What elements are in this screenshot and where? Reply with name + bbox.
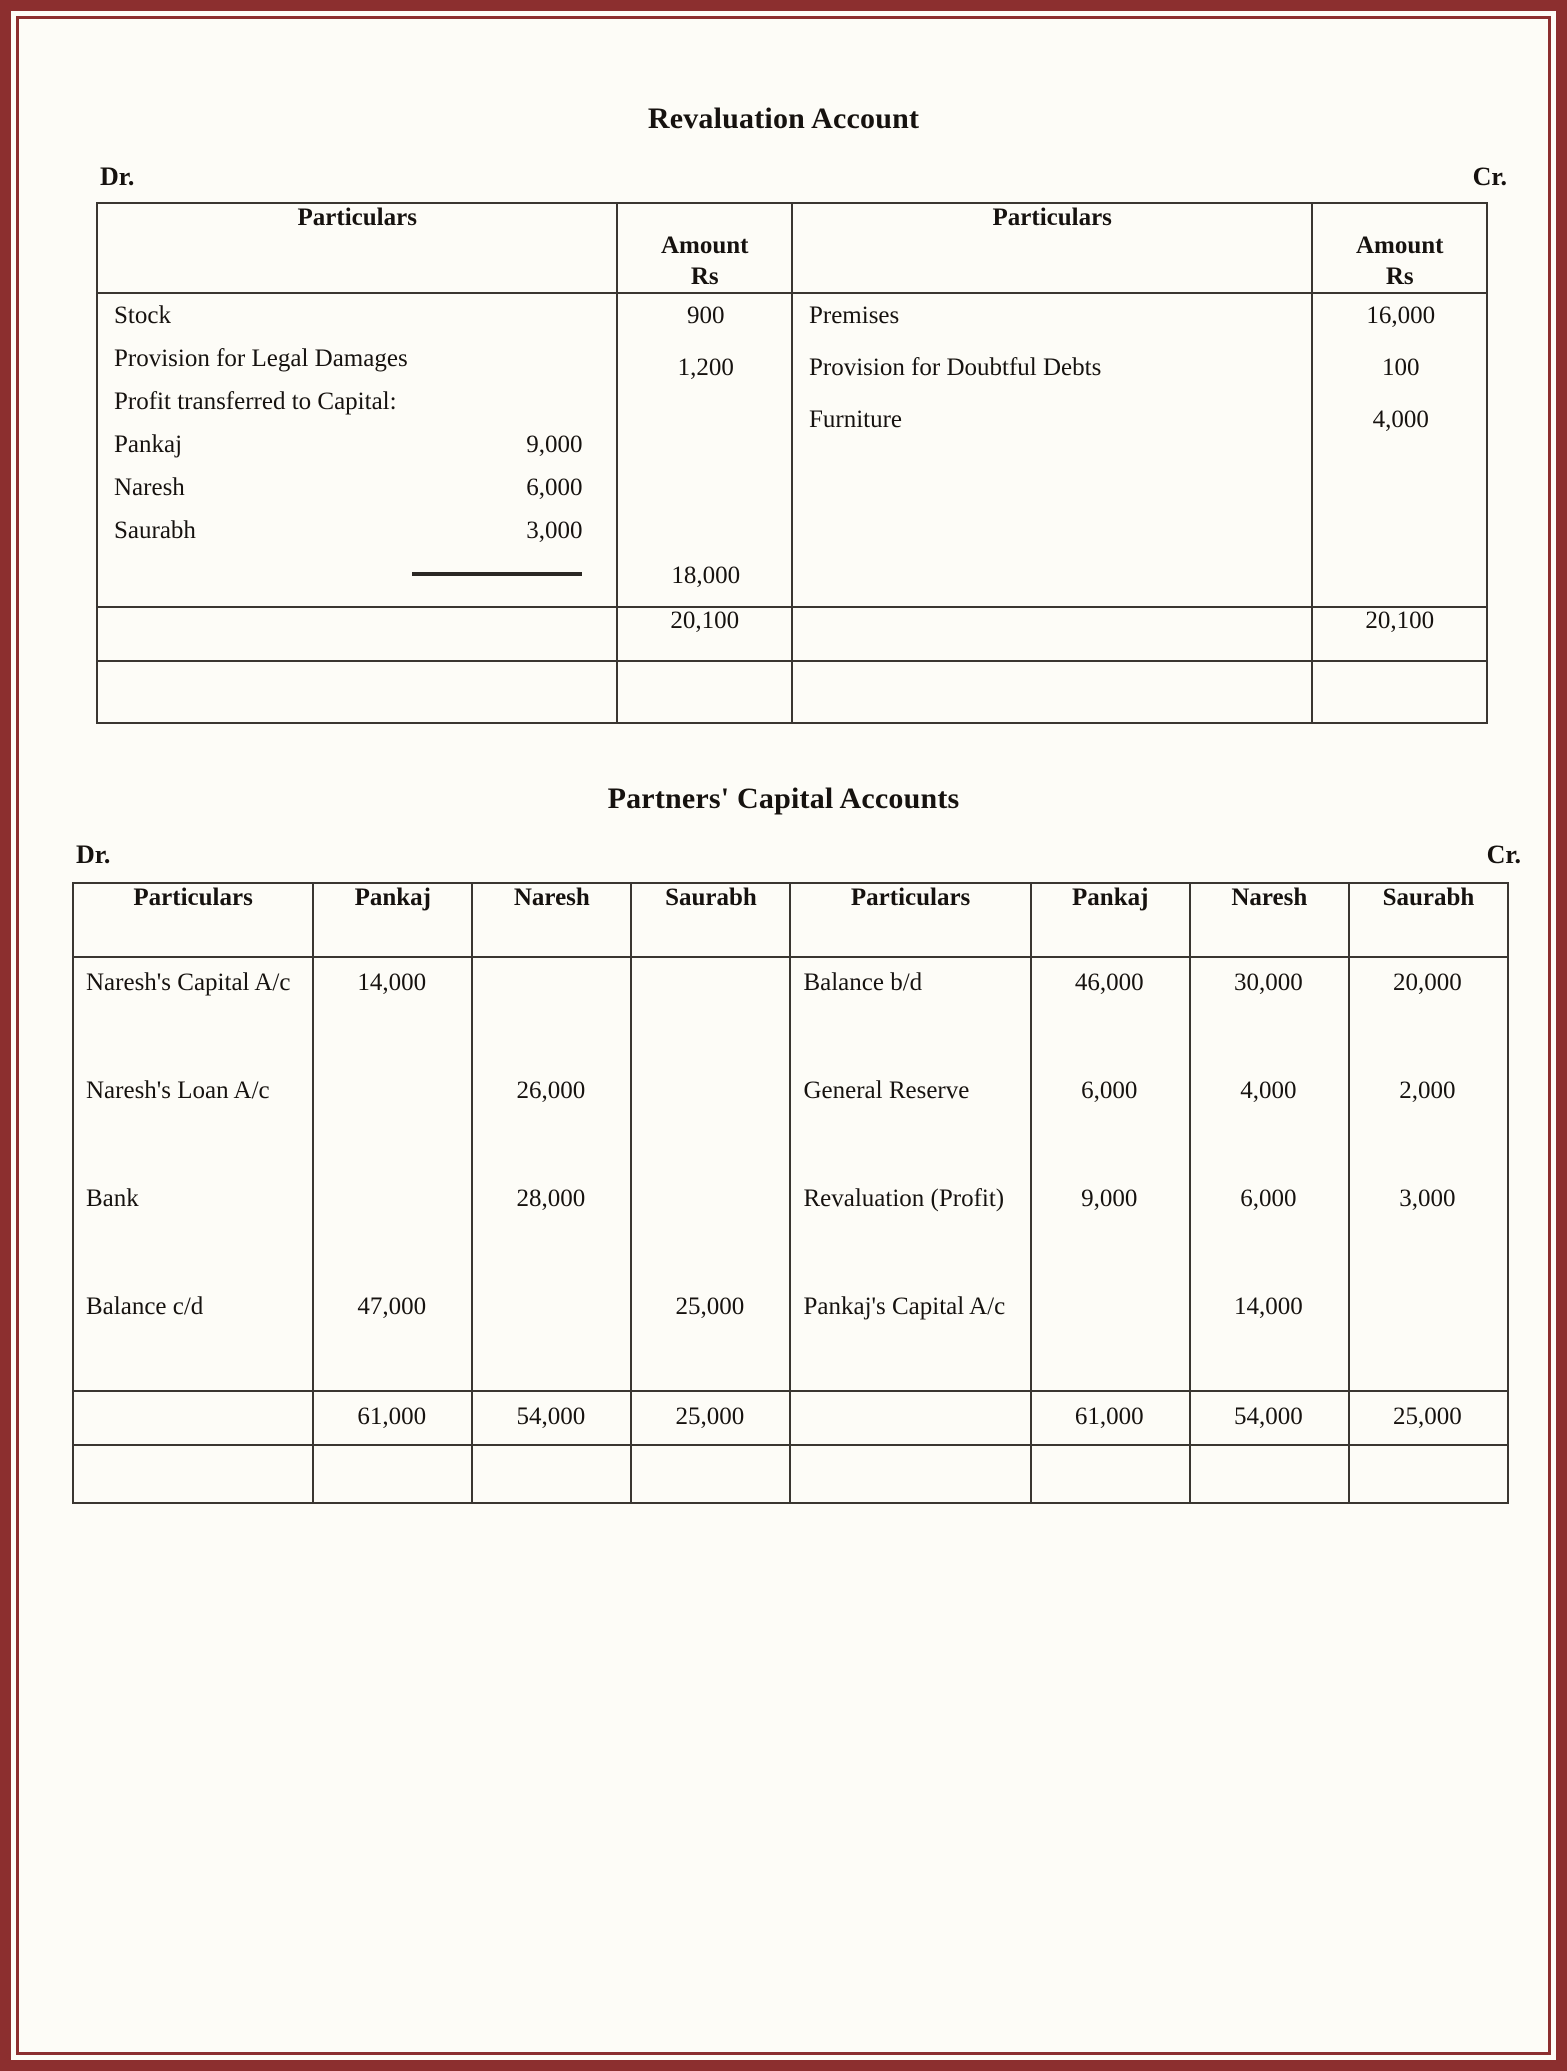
capital-closing-naresh-dr xyxy=(472,1445,631,1503)
capital-credit-label-1: General Reserve xyxy=(803,1077,970,1104)
capital-accounts-title: Partners' Capital Accounts xyxy=(607,782,960,815)
capital-total-pankaj-dr: 61,000 xyxy=(313,1391,472,1445)
capital-debit-saurabh-3: 25,000 xyxy=(675,1293,745,1320)
capital-accounts-table xyxy=(72,882,1509,1504)
amount-head-line1: Amount xyxy=(1355,232,1444,259)
capital-debit-naresh-3 xyxy=(473,1282,630,1390)
capital-debit-pankaj-cell xyxy=(313,957,472,1391)
revaluation-subtotal-rule-wrap xyxy=(98,552,616,582)
capital-debit-label-1: Naresh's Loan A/c xyxy=(86,1077,270,1104)
capital-credit-pankaj-3 xyxy=(1032,1282,1189,1390)
revaluation-closing-dr-amt xyxy=(617,661,792,723)
revaluation-credit-amount-cell xyxy=(1312,293,1487,607)
revaluation-debit-label-0: Stock xyxy=(114,302,171,329)
revaluation-closing-cr-amt xyxy=(1312,661,1487,723)
capital-credit-label-0: Balance b/d xyxy=(803,969,923,996)
capital-table-wrap xyxy=(72,882,1543,1504)
revaluation-cr-label: Cr. xyxy=(1472,162,1507,191)
capital-header-row xyxy=(73,883,1508,957)
capital-totals-row xyxy=(73,1391,1508,1445)
revaluation-account-table xyxy=(96,202,1488,724)
capital-debit-pankaj-0: 14,000 xyxy=(357,969,427,996)
revaluation-closing-dr-part xyxy=(97,661,617,723)
revaluation-table-wrap xyxy=(96,202,1543,724)
capital-debit-naresh-0 xyxy=(473,958,630,1066)
amount-head-line1: Amount xyxy=(660,232,749,259)
revaluation-credit-particulars-cell xyxy=(792,293,1312,607)
capital-total-saurabh-dr: 25,000 xyxy=(631,1391,790,1445)
capital-closing-saurabh-cr xyxy=(1349,1445,1508,1503)
capital-credit-naresh-3: 14,000 xyxy=(1233,1293,1303,1320)
revaluation-debit-label-1: Provision for Legal Damages xyxy=(114,345,408,372)
revaluation-credit-amount-2: 4,000 xyxy=(1372,406,1429,433)
capital-debit-particulars-cell xyxy=(73,957,313,1391)
capital-header-particulars-dr: Particulars xyxy=(73,883,313,957)
capital-closing-particulars-dr xyxy=(73,1445,313,1503)
revaluation-debit-inner-4: 6,000 xyxy=(526,474,583,501)
capital-closing-pankaj-dr xyxy=(313,1445,472,1503)
capital-debit-label-0: Naresh's Capital A/c xyxy=(86,969,291,996)
revaluation-credit-label-2: Furniture xyxy=(808,406,903,433)
table-row xyxy=(98,337,616,380)
capital-debit-naresh-1: 26,000 xyxy=(516,1077,586,1104)
capital-credit-saurabh-1: 2,000 xyxy=(1399,1077,1456,1104)
capital-cr-label: Cr. xyxy=(1486,840,1521,869)
capital-total-naresh-dr: 54,000 xyxy=(472,1391,631,1445)
revaluation-total-debit: 20,100 xyxy=(617,607,792,661)
capital-closing-pankaj-cr xyxy=(1031,1445,1190,1503)
capital-credit-pankaj-0: 46,000 xyxy=(1074,969,1144,996)
capital-credit-naresh-2: 6,000 xyxy=(1240,1185,1297,1212)
revaluation-body-row xyxy=(97,293,1487,607)
revaluation-debit-inner-3: 9,000 xyxy=(526,431,583,458)
revaluation-dr-label: Dr. xyxy=(100,162,135,191)
revaluation-totals-row xyxy=(97,607,1487,661)
capital-header-pankaj-dr: Pankaj xyxy=(313,883,472,957)
capital-closing-naresh-cr xyxy=(1190,1445,1349,1503)
revaluation-debit-label-2: Profit transferred to Capital: xyxy=(114,388,397,415)
capital-body-row xyxy=(73,957,1508,1391)
revaluation-debit-label-3: Pankaj xyxy=(114,431,183,458)
table-row xyxy=(98,294,616,337)
capital-debit-pankaj-3: 47,000 xyxy=(357,1293,427,1320)
revaluation-header-row xyxy=(97,203,1487,293)
capital-debit-saurabh-1 xyxy=(632,1066,789,1174)
revaluation-debit-inner-5: 3,000 xyxy=(526,517,583,544)
capital-debit-label-2: Bank xyxy=(86,1185,139,1212)
table-row xyxy=(98,380,616,423)
revaluation-total-spacer-cr xyxy=(792,607,1312,661)
capital-total-saurabh-cr: 25,000 xyxy=(1349,1391,1508,1445)
capital-debit-pankaj-1 xyxy=(314,1066,471,1174)
revaluation-total-credit: 20,100 xyxy=(1312,607,1487,661)
capital-credit-pankaj-1: 6,000 xyxy=(1081,1077,1138,1104)
revaluation-debit-amount-cell xyxy=(617,293,792,607)
capital-debit-saurabh-0 xyxy=(632,958,789,1066)
capital-total-pankaj-cr: 61,000 xyxy=(1031,1391,1190,1445)
capital-credit-saurabh-cell xyxy=(1349,957,1508,1391)
capital-debit-pankaj-2 xyxy=(314,1174,471,1282)
amount-head-line2: Rs xyxy=(690,263,719,290)
revaluation-credit-label-0: Premises xyxy=(808,302,900,329)
revaluation-subtotal-rule xyxy=(412,572,582,576)
capital-closing-particulars-cr xyxy=(790,1445,1030,1503)
capital-credit-label-3: Pankaj's Capital A/c xyxy=(803,1293,1006,1320)
capital-header-naresh-dr: Naresh xyxy=(472,883,631,957)
capital-header-saurabh-cr: Saurabh xyxy=(1349,883,1508,957)
revaluation-credit-amount-1: 100 xyxy=(1381,354,1420,381)
revaluation-drcr-row xyxy=(100,162,1507,192)
capital-total-particulars-dr xyxy=(73,1391,313,1445)
capital-credit-naresh-0: 30,000 xyxy=(1233,969,1303,996)
revaluation-header-particulars-cr: Particulars xyxy=(792,203,1312,293)
table-row xyxy=(98,466,616,509)
capital-credit-particulars-cell xyxy=(790,957,1030,1391)
capital-debit-saurabh-cell xyxy=(631,957,790,1391)
revaluation-debit-label-5: Saurabh xyxy=(114,517,196,544)
capital-debit-label-3: Balance c/d xyxy=(86,1293,204,1320)
capital-credit-saurabh-3 xyxy=(1350,1282,1507,1390)
capital-credit-saurabh-0: 20,000 xyxy=(1393,969,1462,996)
capital-debit-naresh-cell xyxy=(472,957,631,1391)
revaluation-account-title: Revaluation Account xyxy=(647,102,920,135)
capital-debit-saurabh-2 xyxy=(632,1174,789,1282)
revaluation-header-amount-cr xyxy=(1312,203,1487,293)
revaluation-debit-amount-1: 1,200 xyxy=(677,354,734,381)
revaluation-credit-label-1: Provision for Doubtful Debts xyxy=(808,354,1102,381)
amount-head-line2: Rs xyxy=(1385,263,1414,290)
revaluation-debit-label-4: Naresh xyxy=(114,474,185,501)
capital-header-naresh-cr: Naresh xyxy=(1190,883,1349,957)
capital-credit-pankaj-2: 9,000 xyxy=(1081,1185,1138,1212)
revaluation-debit-particulars-cell xyxy=(97,293,617,607)
capital-credit-saurabh-2: 3,000 xyxy=(1399,1185,1456,1212)
revaluation-header-amount-dr xyxy=(617,203,792,293)
capital-closing-row xyxy=(73,1445,1508,1503)
capital-credit-naresh-1: 4,000 xyxy=(1240,1077,1297,1104)
capital-header-particulars-cr: Particulars xyxy=(790,883,1030,957)
revaluation-total-spacer-dr xyxy=(97,607,617,661)
capital-debit-naresh-2: 28,000 xyxy=(516,1185,586,1212)
revaluation-closing-cr-part xyxy=(792,661,1312,723)
table-row xyxy=(98,423,616,466)
revaluation-closing-row xyxy=(97,661,1487,723)
capital-dr-label: Dr. xyxy=(76,840,111,869)
capital-header-pankaj-cr: Pankaj xyxy=(1031,883,1190,957)
capital-credit-naresh-cell xyxy=(1190,957,1349,1391)
capital-header-saurabh-dr: Saurabh xyxy=(631,883,790,957)
revaluation-credit-amount-0: 16,000 xyxy=(1366,302,1436,329)
document-sheet xyxy=(24,24,1543,2047)
table-row xyxy=(98,509,616,552)
revaluation-header-particulars-dr: Particulars xyxy=(97,203,617,293)
revaluation-debit-amount-0: 900 xyxy=(686,302,725,329)
capital-total-particulars-cr xyxy=(790,1391,1030,1445)
capital-total-naresh-cr: 54,000 xyxy=(1190,1391,1349,1445)
capital-credit-pankaj-cell xyxy=(1031,957,1190,1391)
capital-closing-saurabh-dr xyxy=(631,1445,790,1503)
revaluation-debit-amount-5: 18,000 xyxy=(671,562,741,589)
capital-credit-label-2: Revaluation (Profit) xyxy=(803,1185,1005,1212)
capital-drcr-row xyxy=(76,840,1521,870)
